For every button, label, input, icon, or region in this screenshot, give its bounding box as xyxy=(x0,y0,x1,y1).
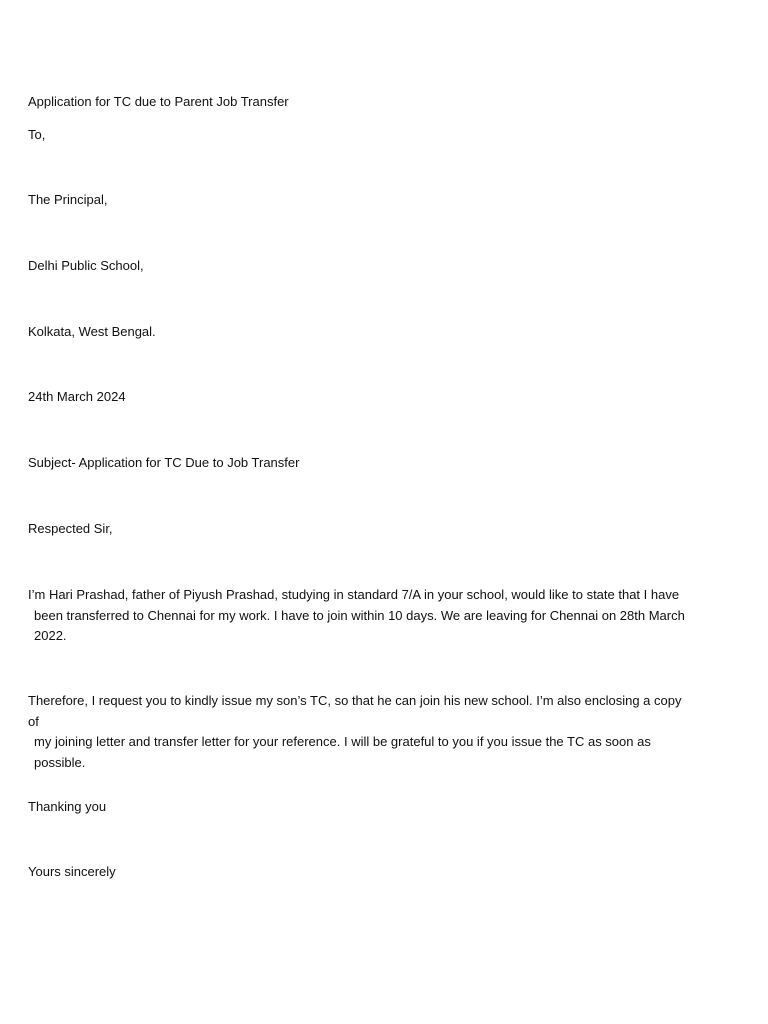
body-paragraph-2 xyxy=(28,691,688,773)
closing-line: Thanking you xyxy=(28,799,107,814)
to-line: To, xyxy=(28,127,46,142)
salutation-line: Respected Sir, xyxy=(28,521,113,536)
body-paragraph-1 xyxy=(28,585,688,647)
recipient-line: The Principal, xyxy=(28,192,108,207)
letter-title: Application for TC due to Parent Job Transfer xyxy=(28,94,289,109)
signoff-line: Yours sincerely xyxy=(28,864,116,879)
body-paragraph-1-line-3: 2022. xyxy=(34,628,67,643)
body-paragraph-2-line-2: my joining letter and transfer letter for your reference. I will be grateful to you if you issue the TC as soon as xyxy=(34,734,651,749)
body-paragraph-1-line-2: been transferred to Chennai for my work. I have to join within 10 days. We are leaving for Chennai on 28th March xyxy=(34,607,685,623)
location-line: Kolkata, West Bengal. xyxy=(28,324,156,339)
date-line: 24th March 2024 xyxy=(28,389,126,404)
body-paragraph-2-line-1: Therefore, I request you to kindly issue my son’s TC, so that he can join his new school. I’m also enclosing a copy of xyxy=(28,693,682,729)
subject-line: Subject- Application for TC Due to Job Transfer xyxy=(28,455,300,470)
body-paragraph-2-line-3: possible. xyxy=(34,754,86,770)
school-line: Delhi Public School, xyxy=(28,258,144,273)
body-paragraph-1-line-1: I’m Hari Prashad, father of Piyush Prashad, studying in standard 7/A in your school, would like to state that I have xyxy=(28,587,680,602)
